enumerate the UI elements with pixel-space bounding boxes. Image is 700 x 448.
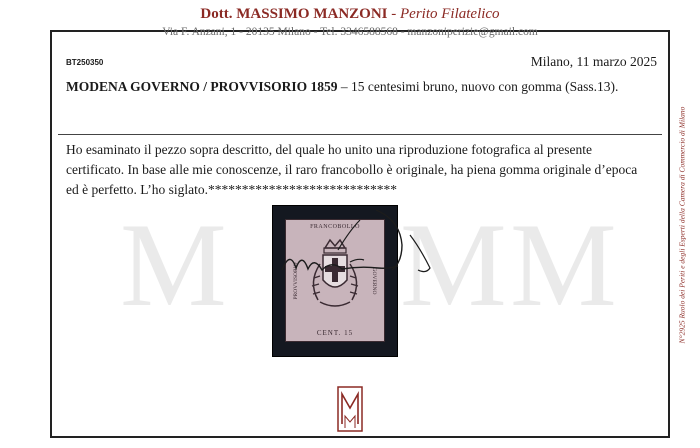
expert-statement: Ho esaminato il pezzo sopra descritto, del quale ho unito una riproduzione fotografica al presente certificato. In base alle mie conoscenze, il raro francobollo è originale, ha piena gomma originale d’epoca ed è perfetto. L’ho siglato.**************************** <box>66 142 638 197</box>
handwritten-signature <box>280 190 440 310</box>
watermark-m-right: M <box>510 198 617 331</box>
header-separator: - <box>387 6 400 22</box>
expert-header <box>0 6 700 23</box>
place-date: Milano, 11 marzo 2025 <box>530 54 657 69</box>
item-subject: MODENA GOVERNO / PROVVISORIO 1859 <box>66 79 338 94</box>
stamp-top-text: FRANCOBOLLO <box>310 224 360 230</box>
item-description <box>66 77 650 97</box>
manzoni-monogram-logo <box>337 386 363 432</box>
registry-side-text: N°2925 Ruolo dei Periti e degli Esperti della Camera di Commercio di Milano <box>677 106 687 344</box>
stamp-bottom-text: CENT. 15 <box>316 329 354 337</box>
reference-code: BT250350 <box>66 58 104 67</box>
watermark-m-left: M <box>120 198 227 331</box>
watermark-m-center: M <box>400 198 507 331</box>
section-divider <box>58 134 662 135</box>
stamp-left-text: PROVVISORIO <box>293 262 299 300</box>
expert-name: Dott. MASSIMO MANZONI <box>200 6 388 22</box>
expert-role: Perito Filatelico <box>400 6 500 22</box>
stamp-right-text: GOVERNO <box>371 267 377 295</box>
item-detail: – 15 centesimi bruno, nuovo con gomma (Sass.13). <box>337 79 619 94</box>
expert-address: Via F. Anzani, 1 - 20135 Milano - Tel. 3346588568 - manzoniperizie@gmail.com <box>162 26 538 38</box>
